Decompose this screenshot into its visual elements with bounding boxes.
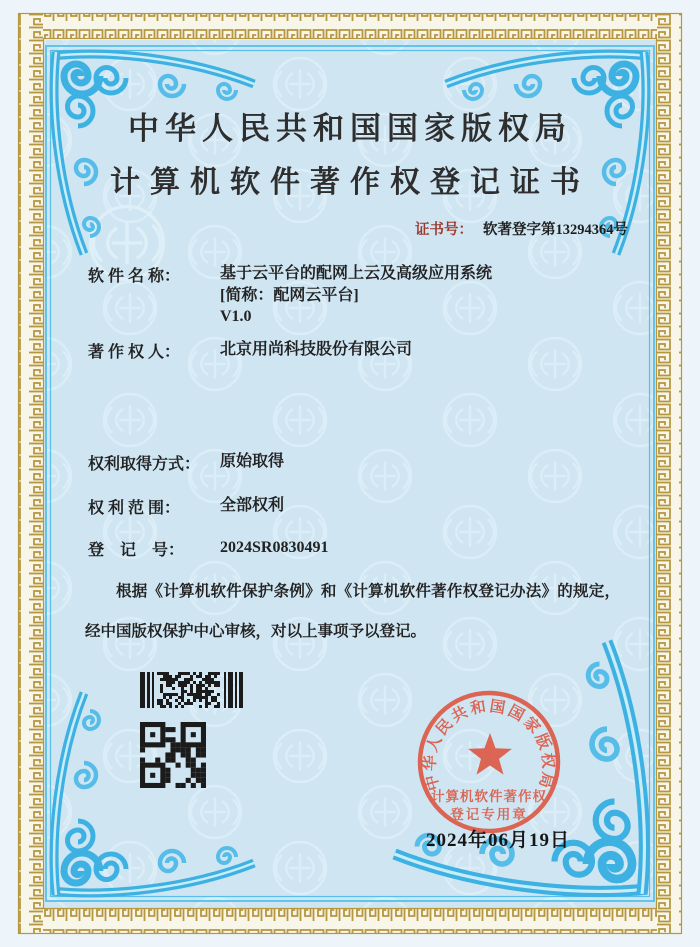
field-label: 权利取得方式： <box>88 456 201 473</box>
software-name-line: 基于云平台的配网上云及高级应用系统 <box>220 265 493 282</box>
field-value: 全部权利 <box>220 497 285 514</box>
authority-title: 中华人民共和国国家版权局 <box>128 111 572 146</box>
qr-code <box>140 722 206 788</box>
certificate-number-label: 证书号： <box>415 222 473 238</box>
field-value <box>220 263 492 328</box>
field-rights-scope <box>88 495 284 518</box>
field-label: 软 件 名 称： <box>88 268 181 285</box>
field-value: 北京用尚科技股份有限公司 <box>220 341 413 358</box>
certificate-number-value: 软著登字第13294364号 <box>483 222 628 238</box>
registration-number-value: 2024SR0830491 <box>220 539 329 556</box>
field-value: 原始取得 <box>220 453 285 470</box>
seal-text-line2: 登记专用章 <box>450 807 528 822</box>
registration-statement: 根据《计算机软件保护条例》和《计算机软件著作权登记办法》的规定，经中国版权保护中心审核，对以上事项予以登记。 <box>85 583 620 640</box>
field-label: 权 利 范 围： <box>88 500 181 517</box>
certificate-number <box>415 218 628 239</box>
seal-text-line1: 计算机软件著作权 <box>431 789 547 804</box>
official-seal <box>404 677 574 847</box>
software-version: V1.0 <box>220 308 252 325</box>
software-short-name: [简称：配网云平台] <box>220 286 359 304</box>
field-software-name <box>88 263 492 328</box>
field-label: 著 作 权 人： <box>88 344 181 361</box>
certificate-title: 计算机软件著作权登记证书 <box>110 166 590 199</box>
seal-arc-text: 中华人民共和国国家版权局 <box>421 698 557 793</box>
field-label: 登 记 号： <box>88 542 185 559</box>
seal-star <box>468 733 512 775</box>
field-copyright-owner <box>88 339 412 362</box>
field-acquisition-method <box>88 451 284 474</box>
field-registration-number <box>88 537 328 560</box>
barcode <box>140 672 243 708</box>
registration-date: 2024年06月19日 <box>426 830 571 851</box>
